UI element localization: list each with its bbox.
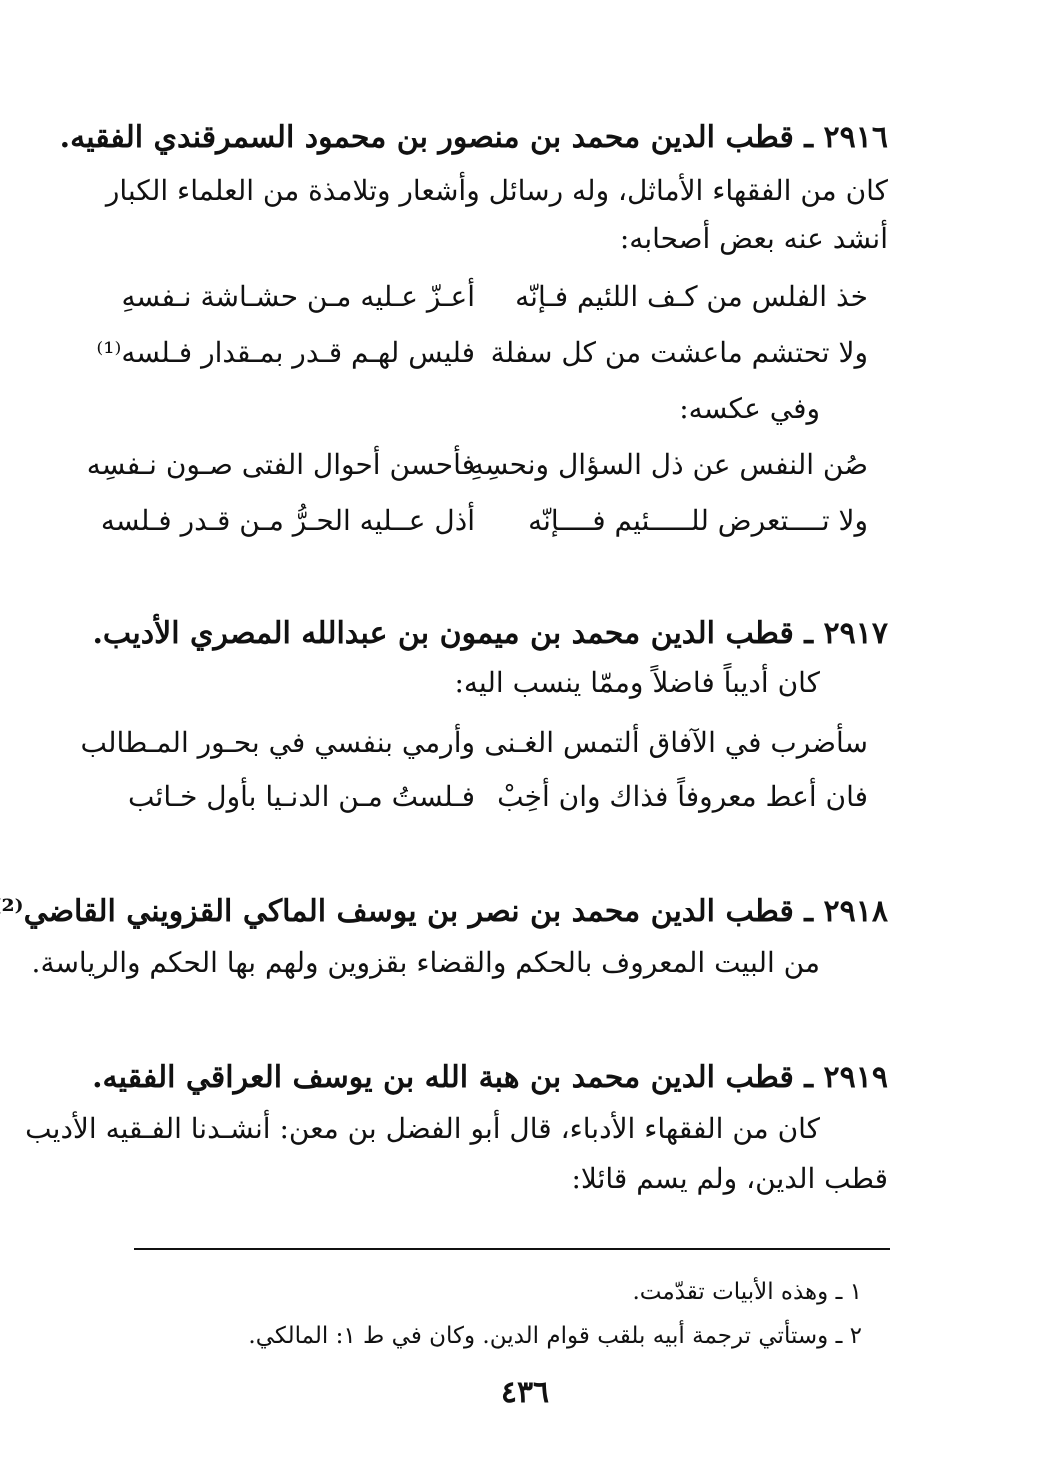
entry-heading: ٢٩١٩ ـ قطب الدين محمد بن هبة الله بن يوسف العراقي الفقيه. <box>92 1060 888 1095</box>
footnote-separator <box>134 1248 890 1250</box>
entry-heading: ٢٩١٨ ـ قطب الدين محمد بن نصر بن يوسف الماكي القزويني القاضي⁽² <box>1 894 888 929</box>
verse-second-hemistich: وأرمي بنفسي في بحـور المـطالب <box>80 726 475 759</box>
verse-first-hemistich: صُن النفس عن ذل السؤال ونحسِهِ <box>469 448 868 481</box>
entry-text-line: كان من الفقهاء الأدباء، قال أبو الفضل بن معن: أنشـدنا الفـقيه الأديب <box>25 1112 820 1145</box>
verse-second-hemistich: فأحسن أحوال الفتى صـون نـفسِه <box>86 448 475 481</box>
verse-second-hemistich: فـلستُ مـن الدنـيا بأول خـائب <box>128 780 475 813</box>
footnote: ١ ـ وهذه الأبيات تقدّمت. <box>632 1279 862 1305</box>
entry-text-line: كان من الفقهاء الأماثل، وله رسائل وأشعار وتلامذة من العلماء الكبار <box>105 174 888 207</box>
verse-first-hemistich: ولا تــــتعرض للـــــئيم فــــإنّه <box>528 504 868 537</box>
verse-first-hemistich: خذ الفلس من كـف اللئيم فـإنّه <box>515 280 868 313</box>
verse-first-hemistich: سأضرب في الآفاق ألتمس الغـنى <box>484 726 868 759</box>
verse-first-hemistich: فان أعط معروفاً فذاك وان أخِبْ <box>497 780 868 813</box>
entry-heading: ٢٩١٧ ـ قطب الدين محمد بن ميمون بن عبدالله المصري الأديب. <box>92 616 888 651</box>
page-number: ٤٣٦ <box>500 1375 550 1410</box>
verse-intro: وفي عكسه: <box>679 392 820 425</box>
entry-text-line: كان أديباً فاضلاً وممّا ينسب اليه: <box>454 666 820 699</box>
verse-second-hemistich: أذل عــليه الحـرُّ مـن قـدر فـلسه <box>100 504 475 537</box>
verse-second-hemistich: فليس لهـم قـدر بمـقدار فـلسه⁽¹⁾ <box>96 336 475 369</box>
entry-text-line: من البيت المعروف بالحكم والقضاء بقزوين ولهم بها الحكم والرياسة. <box>31 946 820 979</box>
entry-text-line: قطب الدين، ولم يسم قائلا: <box>571 1162 888 1195</box>
entry-heading: ٢٩١٦ ـ قطب الدين محمد بن منصور بن محمود السمرقندي الفقيه. <box>59 120 888 155</box>
verse-first-hemistich: ولا تحتشم ماعشت من كل سفلة <box>490 336 868 369</box>
entry-text-line: أنشد عنه بعض أصحابه: <box>619 222 888 255</box>
footnote: ٢ ـ وستأتي ترجمة أبيه بلقب قوام الدين. وكان في ط ١: المالكي. <box>248 1323 862 1349</box>
verse-second-hemistich: أعـزّ عـليه مـن حشـاشة نـفسهِ <box>121 280 475 313</box>
